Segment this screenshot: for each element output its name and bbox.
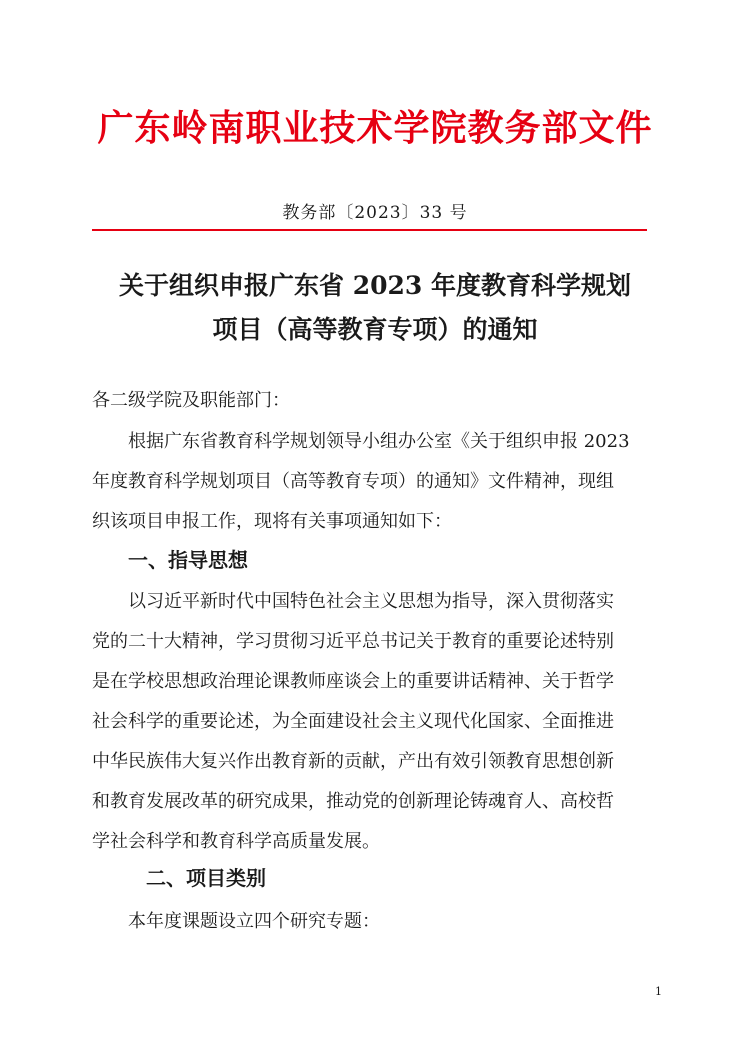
section2-line: 本年度课题设立四个研究专题： [128,911,380,932]
document-title [0,264,750,352]
red-divider-line [92,229,647,231]
organization-header: 广东岭南职业技术学院教务部文件 [97,107,653,149]
section1-line: 以习近平新时代中国特色社会主义思想为指导，深入贯彻落实 [128,591,614,612]
section-heading-guiding-ideology: 一、指导思想 [128,548,248,572]
section1-line: 中华民族伟大复兴作出教育新的贡献，产出有效引领教育思想创新 [92,751,614,772]
section1-line: 是在学校思想政治理论课教师座谈会上的重要讲话精神、关于哲学 [92,671,614,692]
title-line-1: 关于组织申报广东省 2023 年度教育科学规划 [119,271,631,300]
section-heading-project-categories: 二、项目类别 [146,866,266,890]
intro-line: 年度教育科学规划项目（高等教育专项）的通知》文件精神，现组 [92,471,614,492]
document-number: 教务部〔2023〕33 号 [282,203,468,223]
section1-line: 学社会科学和教育科学高质量发展。 [92,831,380,852]
section1-line: 党的二十大精神，学习贯彻习近平总书记关于教育的重要论述特别 [92,631,614,652]
title-line-2: 项目（高等教育专项）的通知 [212,315,538,344]
section1-line: 社会科学的重要论述，为全面建设社会主义现代化国家、全面推进 [92,711,614,732]
page-number: 1 [655,985,662,998]
salutation: 各二级学院及职能部门： [92,390,290,411]
intro-line: 织该项目申报工作，现将有关事项通知如下： [92,511,452,532]
section1-line: 和教育发展改革的研究成果，推动党的创新理论铸魂育人、高校哲 [92,791,614,812]
intro-line: 根据广东省教育科学规划领导小组办公室《关于组织申报 2023 [128,431,630,452]
